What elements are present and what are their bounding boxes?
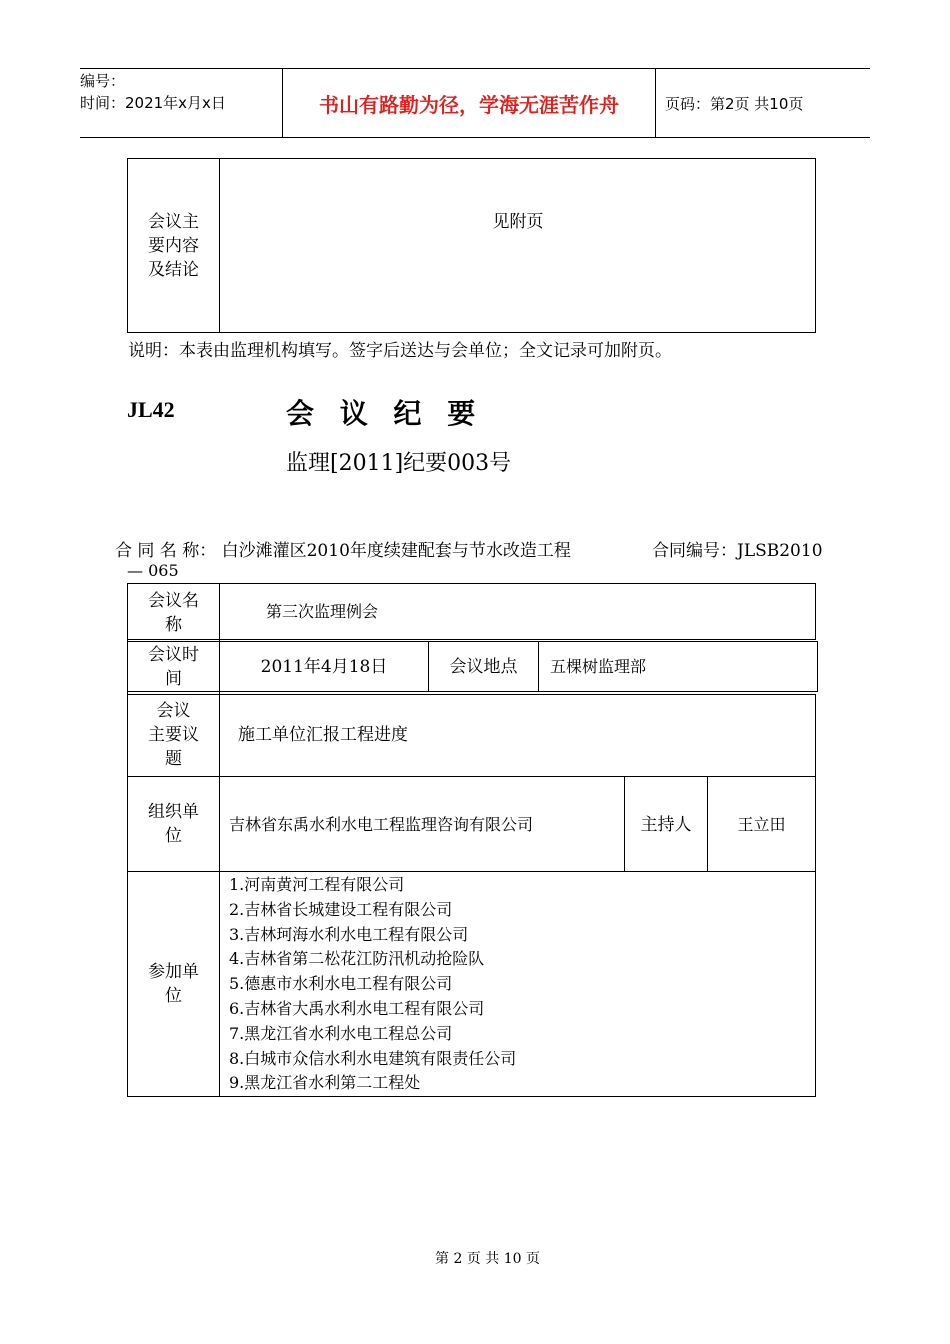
meeting-topic: 施工单位汇报工程进度: [238, 725, 408, 745]
header-motto: 书山有路勤为径，学海无涯苦作舟: [282, 69, 656, 137]
page-footer: 第 2 页 共 10 页: [435, 1251, 540, 1267]
note-text: 说明：本表由监理机构填写。签字后送达与会单位；全文记录可加附页。: [128, 341, 672, 361]
organizer: 吉林省东禹水利水电工程监理咨询有限公司: [229, 815, 534, 834]
list-item: 2.吉林省长城建设工程有限公司: [229, 899, 453, 919]
meeting-name: 第三次监理例会: [266, 602, 379, 621]
doc-number: 监理[2011]纪要003号: [286, 451, 512, 476]
list-item: 9.黑龙江省水利第二工程处: [229, 1073, 421, 1093]
list-item: 5.德惠市水利水电工程有限公司: [229, 974, 453, 994]
attendee-list: [229, 873, 516, 1096]
org-label: 组织单 位: [148, 802, 199, 846]
doc-code: JL42: [127, 397, 175, 422]
list-item: 7.黑龙江省水利水电工程总公司: [229, 1023, 453, 1043]
contract-name: 合 同 名 称： 白沙滩灌区2010年度续建配套与节水改造工程: [115, 541, 571, 561]
list-item: 6.吉林省大禹水利水电工程有限公司: [229, 998, 485, 1018]
header-page: 页码：第2页 共10页: [665, 94, 804, 113]
topic-label: 会议 主要议 题: [148, 701, 199, 769]
contract-number: 合同编号：JLSB2010: [652, 541, 823, 561]
meeting-time: 2011年4月18日: [260, 657, 388, 677]
list-item: 8.白城市众信水利水电建筑有限责任公司: [229, 1048, 517, 1068]
list-item: 4.吉林省第二松花江防汛机动抢险队: [229, 949, 485, 969]
header-time: 时间：2021年x月x日: [80, 94, 226, 112]
meeting-name-label: 会议名 称: [148, 591, 199, 635]
summary-label: 会议主 要内容 及结论: [148, 212, 199, 280]
list-item: 3.吉林珂海水利水电工程有限公司: [229, 924, 469, 944]
host: 王立田: [737, 815, 786, 834]
list-item: 1.河南黄河工程有限公司: [229, 875, 405, 894]
meeting-time-label: 会议时 间: [148, 645, 199, 689]
summary-value: 见附页: [492, 212, 544, 232]
host-label: 主持人: [640, 815, 692, 835]
place-label: 会议地点: [449, 657, 518, 677]
page-header: [80, 68, 870, 138]
meeting-place: 五棵树监理部: [550, 657, 647, 676]
header-info: [80, 69, 282, 138]
contract-number-tail: — 065: [127, 561, 179, 580]
doc-title: 会 议 纪 要: [286, 397, 484, 430]
header-number: 编号：: [80, 72, 126, 90]
attend-label: 参加单 位: [148, 962, 199, 1006]
summary-table: [127, 158, 816, 333]
